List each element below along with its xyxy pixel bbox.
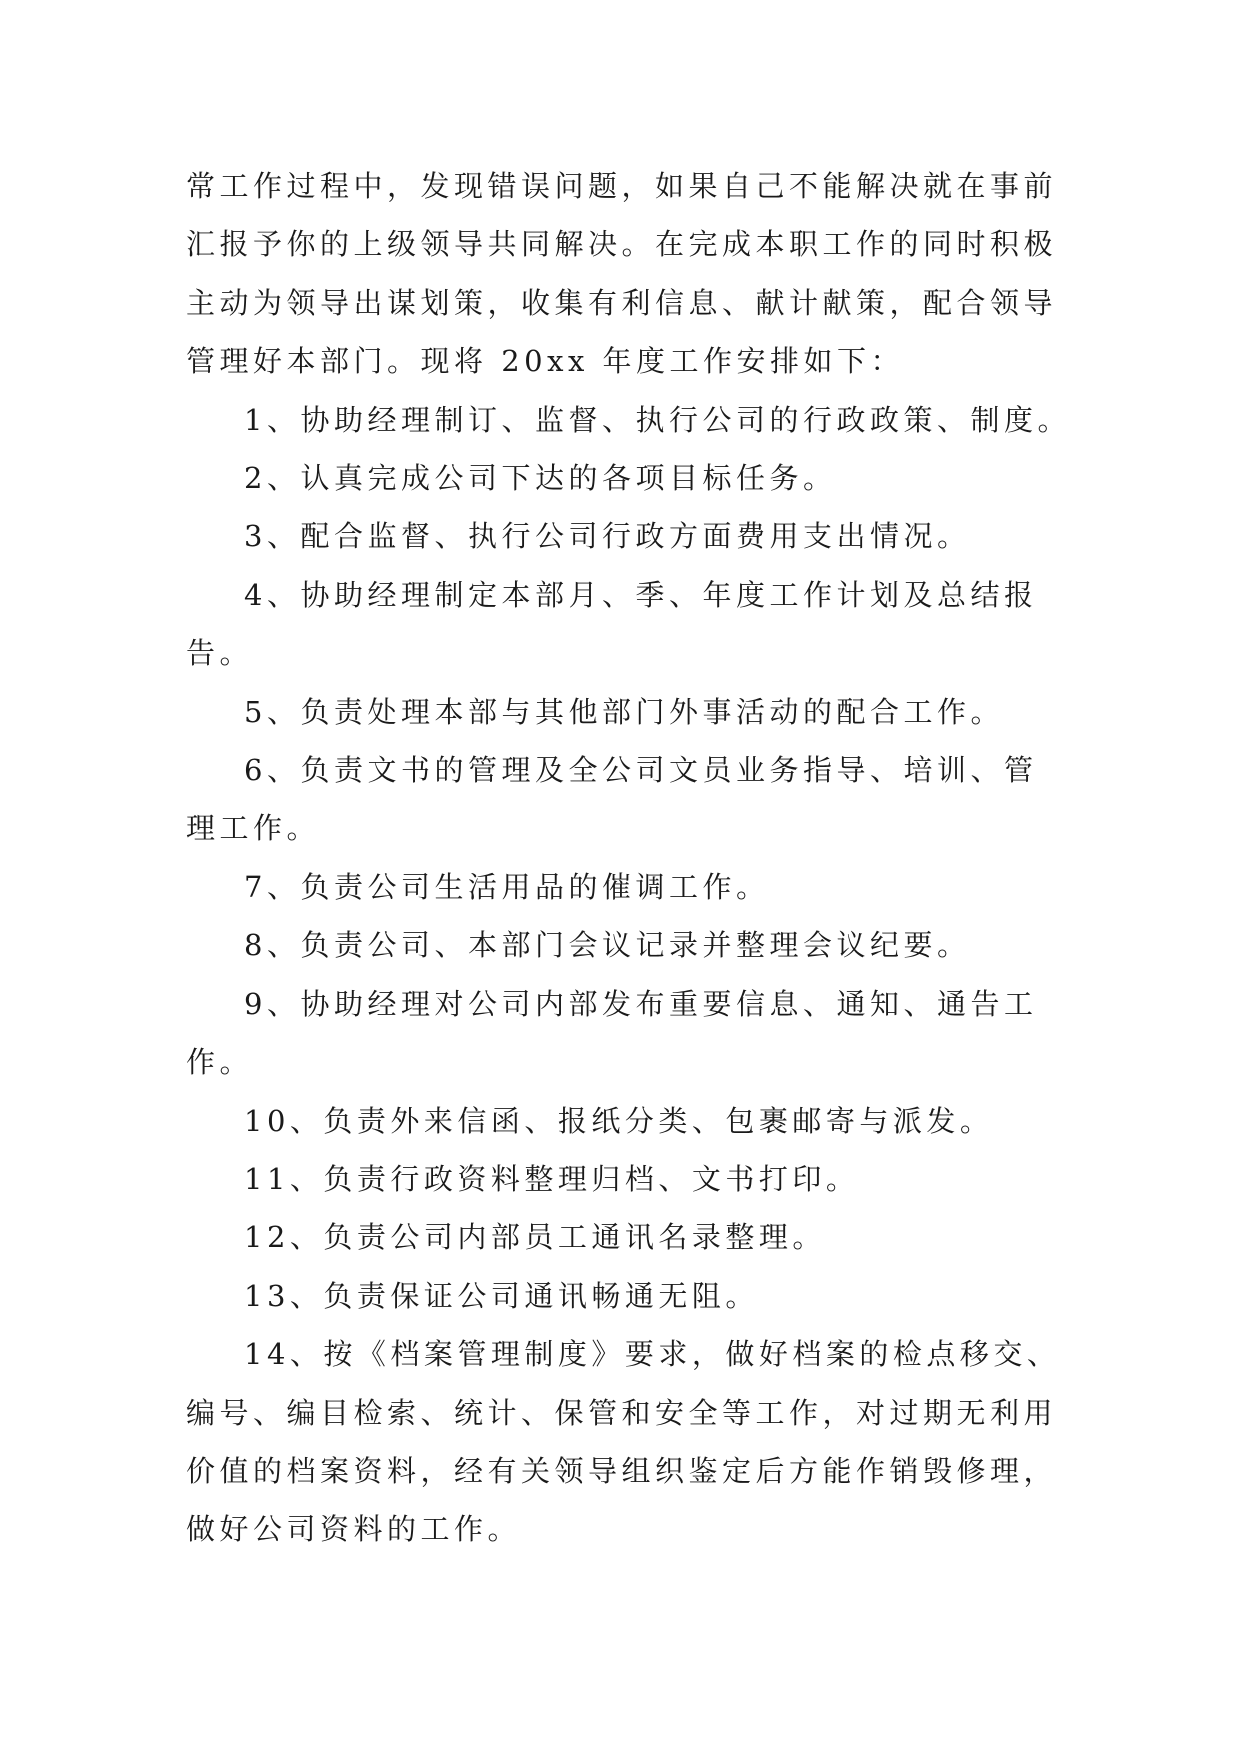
list-item-line: 11、负责行政资料整理归档、文书打印。: [244, 1161, 860, 1196]
list-item-line: 价值的档案资料，经有关领导组织鉴定后方能作销毁修理，: [186, 1453, 1058, 1488]
list-item: [186, 858, 1086, 916]
list-item-line: 作。: [186, 1045, 254, 1080]
list-item-line: 4、协助经理制定本部月、季、年度工作计划及总结报: [244, 577, 1038, 612]
list-item-line: 8、负责公司、本部门会议记录并整理会议纪要。: [244, 928, 971, 963]
list-item-line: 告。: [186, 636, 254, 671]
list-item: [186, 1325, 1086, 1559]
list-item-line: 编号、编目检索、统计、保管和安全等工作，对过期无利用: [186, 1395, 1058, 1430]
list-item-line: 3、配合监督、执行公司行政方面费用支出情况。: [244, 519, 971, 554]
list-item: [186, 449, 1086, 507]
list-item: [186, 391, 1086, 449]
intro-paragraph: [186, 157, 1086, 391]
list-item-line: 9、协助经理对公司内部发布重要信息、通知、通告工: [244, 986, 1038, 1021]
list-item-line: 6、负责文书的管理及全公司文员业务指导、培训、管: [244, 753, 1038, 788]
intro-line: 主动为领导出谋划策，收集有利信息、献计献策，配合领导: [186, 285, 1058, 320]
list-item: [186, 741, 1086, 858]
list-item: [186, 566, 1086, 683]
document-body: [186, 157, 1086, 1559]
list-item: [186, 1092, 1086, 1150]
list-item: [186, 975, 1086, 1092]
list-item: [186, 507, 1086, 565]
list-item-line: 14、按《档案管理制度》要求，做好档案的检点移交、: [244, 1337, 1061, 1372]
list-item-line: 1、协助经理制订、监督、执行公司的行政政策、制度。: [244, 402, 1071, 437]
list-item-line: 7、负责公司生活用品的催调工作。: [244, 869, 770, 904]
list-item-line: 12、负责公司内部员工通讯名录整理。: [244, 1220, 826, 1255]
intro-line: 管理好本部门。现将 20xx 年度工作安排如下：: [186, 344, 905, 379]
list-item-line: 13、负责保证公司通讯畅通无阻。: [244, 1278, 759, 1313]
list-item: [186, 1208, 1086, 1266]
list-item-line: 做好公司资料的工作。: [186, 1512, 522, 1547]
list-item: [186, 916, 1086, 974]
intro-line: 常工作过程中，发现错误问题，如果自己不能解决就在事前: [186, 169, 1058, 203]
list-item-line: 5、负责处理本部与其他部门外事活动的配合工作。: [244, 694, 1004, 729]
list-item-line: 10、负责外来信函、报纸分类、包裹邮寄与派发。: [244, 1103, 994, 1138]
list-item: [186, 683, 1086, 741]
list-item: [186, 1267, 1086, 1325]
list-item: [186, 1150, 1086, 1208]
list-item-line: 2、认真完成公司下达的各项目标任务。: [244, 461, 837, 496]
list-item-line: 理工作。: [186, 811, 321, 846]
intro-line: 汇报予你的上级领导共同解决。在完成本职工作的同时积极: [186, 227, 1058, 262]
